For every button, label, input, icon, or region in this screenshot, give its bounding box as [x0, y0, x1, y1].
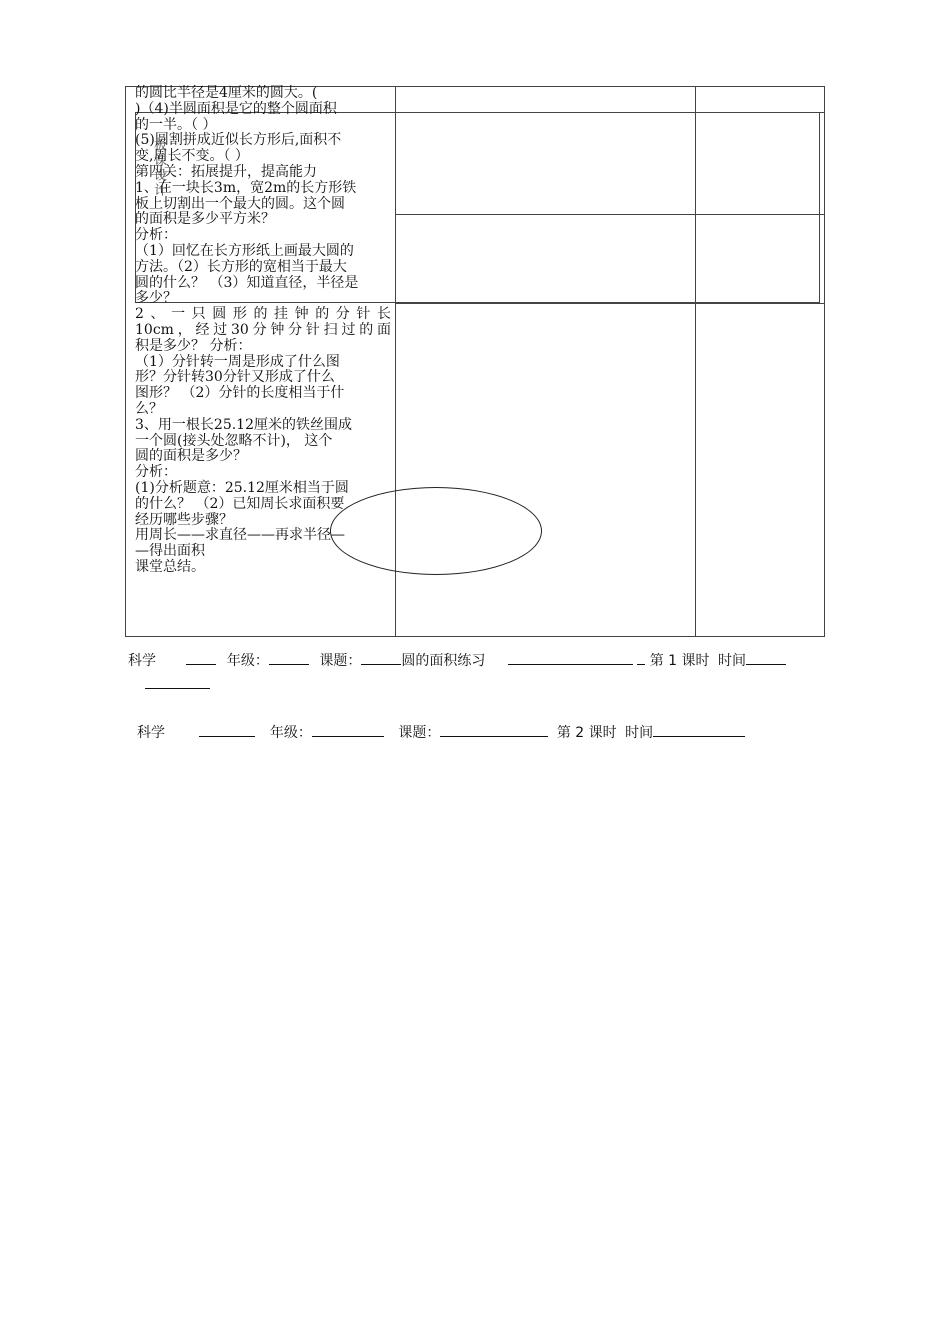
time-label: 时间: [625, 725, 654, 741]
lesson-number: 第 2 课时: [556, 725, 617, 741]
worksheet-line: 一个圆(接头处忽略不计)， 这个: [135, 432, 333, 449]
blank-line: [508, 650, 633, 665]
worksheet-line: 课堂总结。: [135, 558, 205, 575]
grade-label: 年级：: [226, 653, 269, 669]
worksheet-line: 2、一只圆形的挂钟的分针长: [135, 306, 391, 323]
table-row-divider: [395, 303, 825, 304]
worksheet-line: 圆的什么？ （3）知道直径，半径是: [135, 274, 359, 291]
worksheet-line: —得出面积: [135, 543, 205, 560]
worksheet-line: 多少？: [135, 290, 177, 307]
grade-label: 年级：: [269, 725, 312, 741]
footer-lesson-2: [137, 722, 745, 742]
blank-line: [637, 650, 645, 665]
worksheet-line: 的圆比半径是4厘米的圆大。(: [135, 85, 318, 101]
worksheet-line: （1）回忆在长方形纸上画最大圆的: [135, 242, 354, 259]
circle-drawing: [330, 487, 542, 575]
blank-line: [199, 722, 255, 737]
worksheet-line: 圆的面积是多少？: [135, 448, 247, 465]
worksheet-line: 图形？ （2）分针的长度相当于什: [135, 385, 345, 402]
worksheet-line: 第四关：拓展提升，提高能力: [135, 163, 317, 180]
worksheet-line: 的面积是多少平方米？: [135, 211, 275, 228]
worksheet-line: 3、用一根长25.12厘米的铁丝围成: [135, 416, 352, 433]
time-blank: [653, 722, 745, 737]
worksheet-line: 分析：: [135, 227, 177, 244]
worksheet-line: 方法。（2）长方形的宽相当于最大: [135, 258, 347, 275]
lesson-number: 第 1 课时: [649, 653, 710, 669]
worksheet-line: (5)圆割拼成近似长方形后,面积不: [135, 132, 342, 149]
grade-blank: [312, 722, 384, 737]
worksheet-line: 1、在一块长3m，宽2m的长方形铁: [135, 179, 357, 196]
time-blank-continued: [145, 674, 210, 689]
worksheet-line: 分析：: [135, 464, 177, 481]
footer-lesson-1-continued: [145, 674, 210, 693]
time-blank: [746, 650, 786, 665]
blank-line: [186, 650, 216, 665]
topic-blank: [361, 650, 401, 665]
worksheet-line: 板上切割出一个最大的圆。这个圆: [135, 195, 345, 212]
worksheet-line: (1)分析题意：25.12厘米相当于圆: [135, 479, 349, 496]
worksheet-line: 么？: [135, 400, 163, 417]
worksheet-line: )（4)半圆面积是它的整个圆面积: [135, 100, 337, 117]
topic-value: 圆的面积练习: [401, 653, 486, 669]
topic-label: 课题：: [319, 653, 362, 669]
footer-lesson-1: [128, 650, 786, 670]
worksheet-line: 积是多少？ 分析：: [135, 337, 252, 354]
worksheet-line: 形？分针转30分针又形成了什么: [135, 369, 335, 386]
time-label: 时间: [717, 653, 746, 669]
worksheet-text: [135, 86, 391, 576]
worksheet-line: 10cm，经过30分钟分针扫过的面: [135, 321, 391, 338]
topic-blank: [440, 722, 548, 737]
side-vertical-text: 板课设计: [151, 138, 166, 198]
worksheet-line: 的什么？ （2）已知周长求面积要: [135, 495, 345, 512]
worksheet-line: （1）分针转一周是形成了什么图: [135, 353, 340, 370]
worksheet-line: 经历哪些步骤？: [135, 511, 233, 528]
subject-label: 科学: [137, 725, 165, 741]
worksheet-line: 变,周长不变。（ ）: [135, 148, 249, 165]
topic-label: 课题：: [398, 725, 441, 741]
worksheet-line: 用周长——求直径——再求半径—: [135, 527, 345, 544]
worksheet-line: 的一半。（ ）: [135, 116, 217, 133]
subject-label: 科学: [128, 653, 156, 669]
grade-blank: [269, 650, 309, 665]
